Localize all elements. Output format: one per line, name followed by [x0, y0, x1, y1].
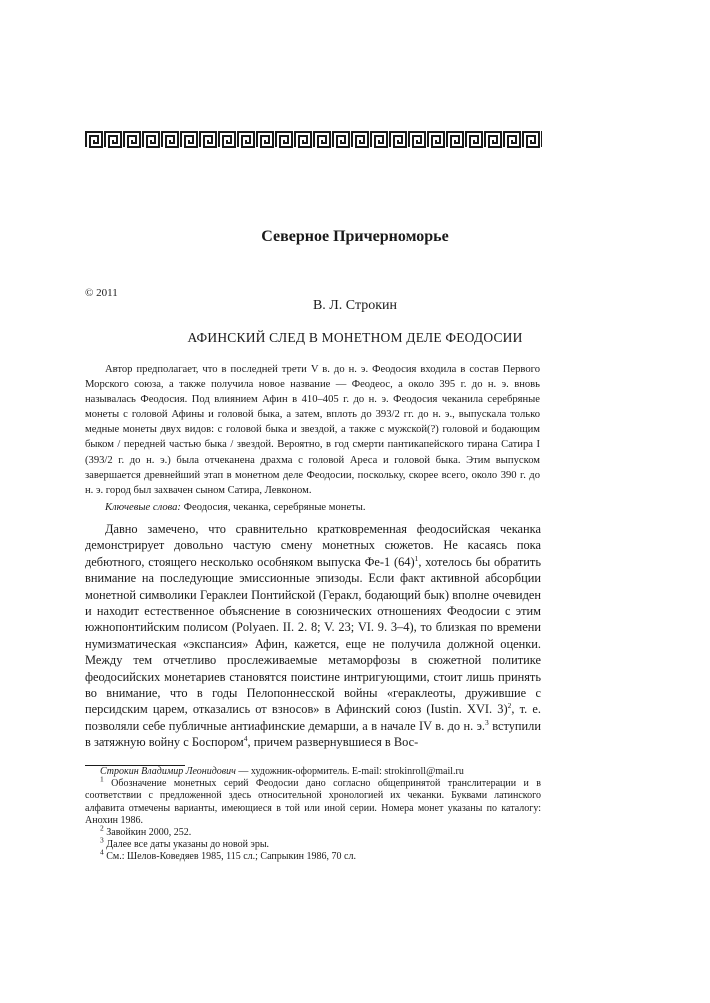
- footnote-item: [85, 835, 541, 851]
- author-full-name: Строкин Владимир Леонидович: [100, 766, 236, 777]
- footnote-text: Обозначение монетных серий Феодосии дано согласно общепринятой транслитерации и в соответствии с предложенной здесь относительной хронологией их чеканки. Буквами латинского алфавита отмечены варианты, имеющиеся в той или иной серии. Номера монет указаны по каталогу: Анохин 1986.: [85, 778, 541, 826]
- abstract: Автор предполагает, что в последней трети V в. до н. э. Феодосия входила в состав Первого Морского союза, а также получила новое название — Феодеос, а около 395 г. до н. э. вновь называлась Феодосия. Под влиянием Афин в 410–405 г. до н. э. Феодосия чеканила серебряные монеты с головой Афины и головой быка, а затем, вплоть до 393/2 гг. до н. э., выпускала только медные монеты двух видов: с головой быка и звездой, а также с мужской(?) головой и бодающим быком / передней частью быка / звездой. Вероятно, в год смерти пантикапейского тирана Сатира I (393/2 г. до н. э.) была отчеканена драхма с головой Ареса и головой быка. Этим выпуском завершается древнейший этап в монетном деле Феодосии, поскольку, скорее всего, около 390 г. до н. э. город был захвачен сыном Сатира, Левконом.: [85, 364, 540, 496]
- footnote-number: 3: [100, 835, 104, 845]
- footnote-text: Завойкин 2000, 252.: [103, 827, 192, 839]
- footnote-number: 4: [100, 848, 104, 858]
- meander-border-ornament: [85, 131, 542, 148]
- footnote-ref[interactable]: 1: [414, 553, 419, 563]
- keywords-label: Ключевые слова:: [105, 502, 181, 513]
- footnote-item: [85, 823, 541, 839]
- footnote-ref[interactable]: 4: [243, 734, 248, 744]
- author-footnote: [85, 766, 541, 778]
- footnote-text: См.: Шелов-Коведяев 1985, 115 сл.; Сапрыкин 1986, 70 сл.: [103, 851, 356, 863]
- keywords: [85, 500, 540, 515]
- body-text-part: вступили в затяжную войну с Боспором: [85, 718, 541, 750]
- footnote-ref[interactable]: 3: [485, 717, 489, 727]
- footnote-text: Далее все даты указаны до новой эры.: [103, 839, 270, 851]
- copyright-notice: © 2011: [85, 287, 118, 299]
- keywords-list: Феодосия, чеканка, серебряные монеты.: [183, 502, 366, 513]
- footnotes: [85, 766, 541, 864]
- footnote-item: [85, 848, 541, 863]
- body-text-part: , хотелось бы обратить внимание на последующие эмиссионные эпизоды. Если факт активной абсорбции монетной символики Гераклеи Понтийской (Геракл, бодающий бык) вполне очевиден и находит естественное объяснение в союзнических отношениях Феодосии с этим южнопонтийским полисом (Polyaen. II. 2. 8; V. 23; VI. 9. 3–4), то близкая по времени нумизматическая «экспансия» Афин, кажется, еще не получила должной оценки. Между тем отчетливо прослеживаемые метаморфозы в сюжетной политике феодосийских монетариев становятся поистине интригующими, стоит лишь принять во внимание, что в годы Пелопоннесской войны «гераклеоты, дружившие с персидским царем, отказались от взносов» в Афинский союз (Iustin. XVI. 3): [85, 554, 541, 717]
- footnote-item: [85, 774, 541, 827]
- footnote-number: 1: [100, 774, 104, 784]
- body-text-part: Давно замечено, что сравнительно кратковременная феодосийская чеканка демонстрирует довольно частую смену монетных сюжетов. Не касаясь пока дебютного, стоящего несколько особняком выпуска Фе-1 (64): [85, 522, 541, 569]
- article-title: АФИНСКИЙ СЛЕД В МОНЕТНОМ ДЕЛЕ ФЕОДОСИИ: [187, 330, 523, 345]
- footnote-number: 2: [100, 823, 104, 833]
- article-author: В. Л. Строкин: [312, 298, 398, 313]
- body-text-part: , т. е. позволяли себе публичные антиафинские демарши, а в начале IV в. до н. э.: [85, 702, 541, 733]
- footnote-ref[interactable]: 2: [507, 701, 512, 711]
- section-title: Северное Причерноморье: [261, 228, 449, 245]
- body-text-part: , причем развернувшиеся в Вос-: [247, 735, 419, 750]
- author-info: — художник-оформитель. E-mail: strokinroll@mail.ru: [235, 766, 464, 777]
- body-paragraph: [85, 521, 541, 751]
